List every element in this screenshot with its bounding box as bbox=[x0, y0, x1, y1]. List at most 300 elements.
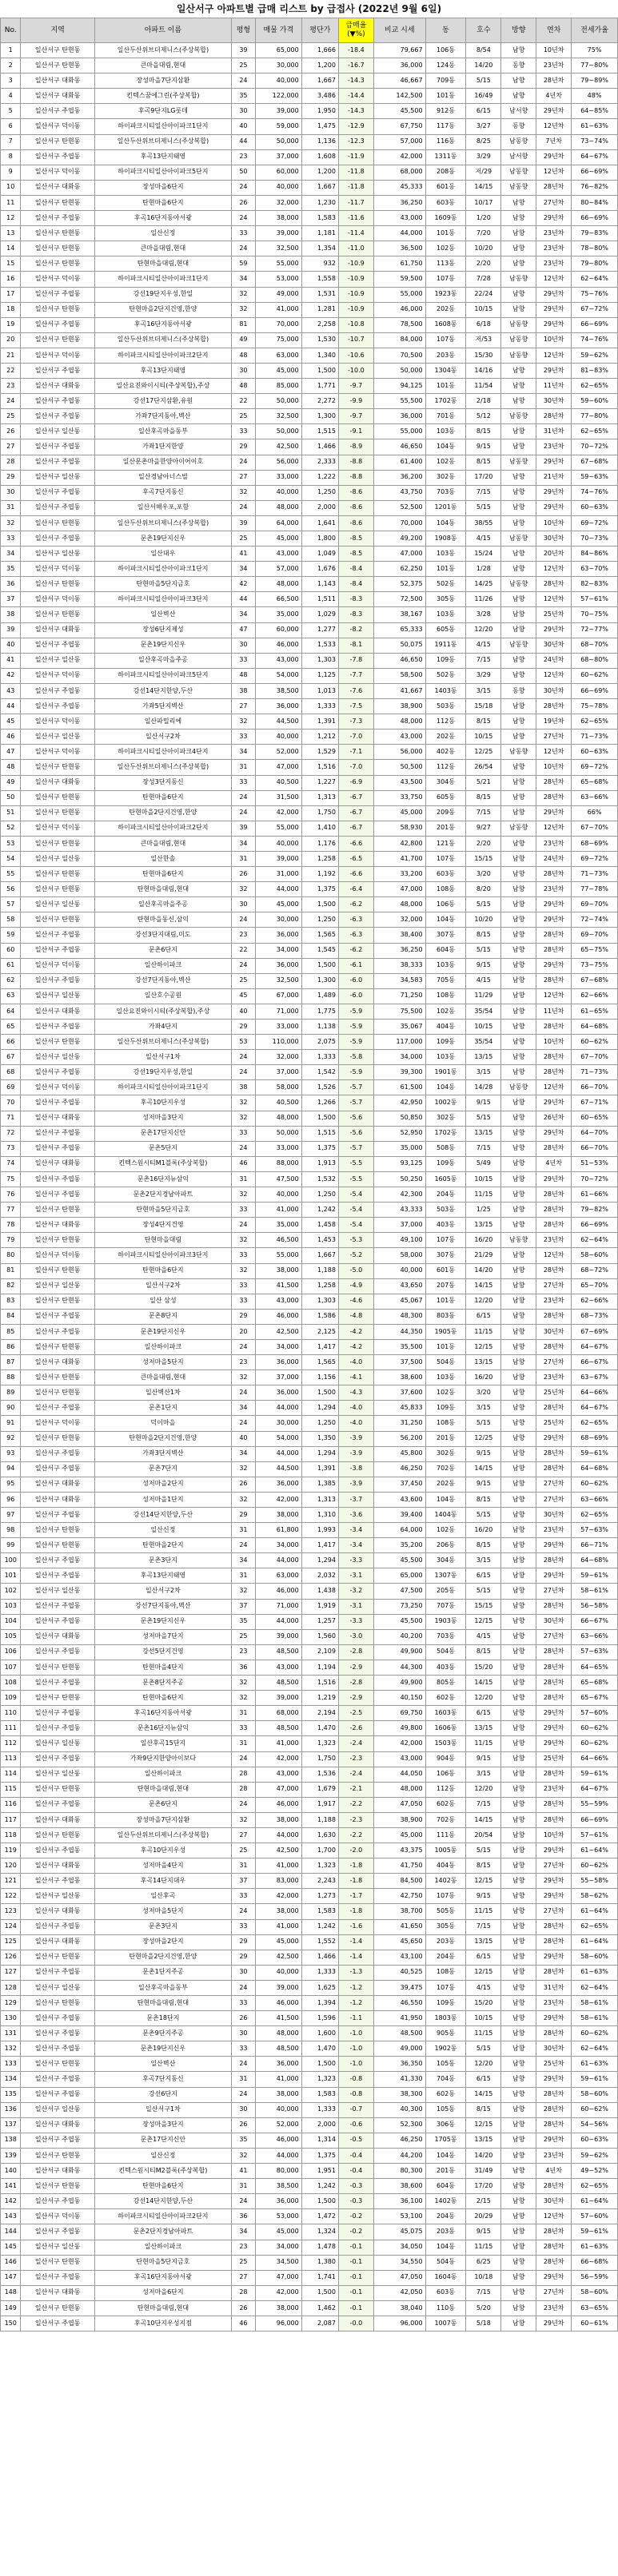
cell-jeonse-ratio: 58~60% bbox=[572, 2087, 618, 2102]
cell-unit-price: 1,340 bbox=[301, 348, 338, 363]
cell-no: 97 bbox=[1, 1508, 21, 1523]
cell-building: 1605동 bbox=[425, 1171, 466, 1187]
cell-floor: 8/54 bbox=[466, 43, 501, 58]
cell-size: 34 bbox=[231, 1446, 255, 1461]
cell-apartment: 일산경남아너스빌 bbox=[94, 470, 231, 485]
cell-direction: 남향 bbox=[501, 1263, 536, 1278]
cell-age: 23년차 bbox=[536, 58, 572, 74]
cell-region: 일산서구 주엽동 bbox=[21, 317, 94, 332]
cell-region: 일산서구 덕이동 bbox=[21, 119, 94, 134]
cell-discount: -18.4 bbox=[338, 43, 373, 58]
cell-discount: -1.0 bbox=[338, 2057, 373, 2072]
cell-price: 71,000 bbox=[255, 1599, 301, 1614]
cell-no: 78 bbox=[1, 1218, 21, 1233]
cell-compare-price: 45,000 bbox=[373, 805, 425, 821]
cell-no: 121 bbox=[1, 1874, 21, 1889]
cell-region: 일산서구 탄현동 bbox=[21, 58, 94, 74]
cell-no: 26 bbox=[1, 424, 21, 439]
cell-direction: 남향 bbox=[501, 2164, 536, 2179]
cell-size: 39 bbox=[231, 515, 255, 531]
cell-compare-price: 40,150 bbox=[373, 1691, 425, 1706]
cell-unit-price: 1,511 bbox=[301, 592, 338, 607]
cell-apartment: 하이파크시티일산아이파크4단지 bbox=[94, 745, 231, 760]
cell-age: 12년차 bbox=[536, 165, 572, 180]
cell-no: 85 bbox=[1, 1324, 21, 1339]
cell-price: 83,000 bbox=[255, 1874, 301, 1889]
table-row bbox=[1, 1782, 618, 1797]
cell-discount: -0.1 bbox=[338, 2270, 373, 2285]
cell-building: 108동 bbox=[425, 1965, 466, 1980]
cell-size: 32 bbox=[231, 1095, 255, 1111]
table-row bbox=[1, 1812, 618, 1827]
cell-apartment: 문촌16단지뉴삼익 bbox=[94, 1721, 231, 1736]
cell-size: 48 bbox=[231, 379, 255, 394]
cell-building: 112동 bbox=[425, 714, 466, 729]
cell-region: 일산서구 주엽동 bbox=[21, 1843, 94, 1858]
cell-discount: -8.6 bbox=[338, 500, 373, 515]
cell-age: 23년차 bbox=[536, 1370, 572, 1385]
cell-apartment: 일산두산위브더제니스(주상복합) bbox=[94, 1827, 231, 1843]
cell-unit-price: 1,596 bbox=[301, 2011, 338, 2026]
cell-jeonse-ratio: 67~72% bbox=[572, 302, 618, 317]
cell-apartment: 일산두산위브더제니스(주상복합) bbox=[94, 515, 231, 531]
cell-direction: 남향 bbox=[501, 1934, 536, 1950]
table-row bbox=[1, 226, 618, 241]
cell-size: 24 bbox=[231, 1416, 255, 1431]
cell-price: 41,500 bbox=[255, 1278, 301, 1294]
cell-no: 17 bbox=[1, 287, 21, 302]
cell-jeonse-ratio: 65~70% bbox=[572, 1278, 618, 1294]
cell-building: 111동 bbox=[425, 1827, 466, 1843]
cell-price: 39,000 bbox=[255, 1691, 301, 1706]
cell-size: 29 bbox=[231, 1020, 255, 1035]
cell-floor: 17/20 bbox=[466, 470, 501, 485]
cell-unit-price: 1,250 bbox=[301, 1187, 338, 1203]
cell-jeonse-ratio: 64~68% bbox=[572, 1020, 618, 1035]
table-row bbox=[1, 1599, 618, 1614]
cell-direction: 남향 bbox=[501, 1324, 536, 1339]
cell-apartment: 탄현마을5단지금호 bbox=[94, 1203, 231, 1218]
cell-age: 12년차 bbox=[536, 562, 572, 577]
cell-region: 일산서구 주엽동 bbox=[21, 1751, 94, 1767]
cell-compare-price: 45,075 bbox=[373, 2224, 425, 2240]
table-row bbox=[1, 165, 618, 180]
cell-jeonse-ratio: 66~70% bbox=[572, 1141, 618, 1156]
cell-price: 44,000 bbox=[255, 1446, 301, 1461]
cell-age: 25년차 bbox=[536, 1416, 572, 1431]
cell-age: 28년차 bbox=[536, 1599, 572, 1614]
cell-age: 21년차 bbox=[536, 470, 572, 485]
cell-price: 40,000 bbox=[255, 729, 301, 745]
cell-apartment: 후곡16단지동아서광 bbox=[94, 317, 231, 332]
cell-size: 20 bbox=[231, 1324, 255, 1339]
cell-apartment: 가좌3단지벽산 bbox=[94, 1446, 231, 1461]
cell-age: 27년차 bbox=[536, 1904, 572, 1919]
cell-no: 135 bbox=[1, 2087, 21, 2102]
cell-no: 66 bbox=[1, 1035, 21, 1050]
cell-jeonse-ratio: 74~76% bbox=[572, 332, 618, 348]
cell-no: 126 bbox=[1, 1950, 21, 1965]
cell-apartment: 장성6단지제성 bbox=[94, 622, 231, 638]
cell-compare-price: 50,075 bbox=[373, 638, 425, 653]
cell-size: 31 bbox=[231, 1523, 255, 1538]
cell-unit-price: 1,029 bbox=[301, 607, 338, 622]
cell-direction: 동향 bbox=[501, 58, 536, 74]
cell-direction: 남향 bbox=[501, 2194, 536, 2209]
cell-direction: 남향 bbox=[501, 2133, 536, 2148]
table-row bbox=[1, 2041, 618, 2057]
table-row bbox=[1, 1934, 618, 1950]
cell-compare-price: 42,800 bbox=[373, 836, 425, 851]
table-row bbox=[1, 211, 618, 226]
cell-discount: -6.2 bbox=[338, 943, 373, 958]
cell-apartment: 후곡16단지동아서광 bbox=[94, 2270, 231, 2285]
cell-no: 38 bbox=[1, 607, 21, 622]
table-row bbox=[1, 760, 618, 775]
cell-apartment: 하이파크시티일산아이파크1단지 bbox=[94, 562, 231, 577]
cell-jeonse-ratio: 60~62% bbox=[572, 1477, 618, 1492]
table-row bbox=[1, 1858, 618, 1874]
cell-floor: 22/24 bbox=[466, 287, 501, 302]
cell-apartment: 성저마을5단지 bbox=[94, 1904, 231, 1919]
cell-size: 33 bbox=[231, 1889, 255, 1904]
cell-price: 37,000 bbox=[255, 1065, 301, 1080]
cell-compare-price: 69,750 bbox=[373, 1706, 425, 1721]
cell-floor: 17/20 bbox=[466, 2179, 501, 2194]
cell-building: 504동 bbox=[425, 2255, 466, 2270]
cell-discount: -5.6 bbox=[338, 1111, 373, 1126]
cell-apartment: 일산서구2차 bbox=[94, 1584, 231, 1599]
cell-direction: 남동향 bbox=[501, 821, 536, 836]
cell-unit-price: 1,313 bbox=[301, 1492, 338, 1507]
cell-compare-price: 40,200 bbox=[373, 1629, 425, 1644]
cell-no: 105 bbox=[1, 1629, 21, 1644]
cell-apartment: 문촌18단지 bbox=[94, 2011, 231, 2026]
cell-price: 36,000 bbox=[255, 1477, 301, 1492]
table-row bbox=[1, 1294, 618, 1309]
cell-region: 일산서구 덕이동 bbox=[21, 958, 94, 973]
cell-unit-price: 1,156 bbox=[301, 1370, 338, 1385]
cell-direction: 동향 bbox=[501, 683, 536, 698]
cell-size: 24 bbox=[231, 1538, 255, 1553]
cell-building: 106동 bbox=[425, 43, 466, 58]
cell-discount: -8.8 bbox=[338, 470, 373, 485]
cell-floor: 5/15 bbox=[466, 1843, 501, 1858]
cell-size: 22 bbox=[231, 943, 255, 958]
cell-floor: 8/25 bbox=[466, 134, 501, 149]
cell-direction: 남향 bbox=[501, 897, 536, 912]
cell-no: 93 bbox=[1, 1446, 21, 1461]
cell-unit-price: 1,303 bbox=[301, 1294, 338, 1309]
cell-size: 48 bbox=[231, 668, 255, 683]
cell-price: 40,000 bbox=[255, 180, 301, 195]
cell-floor: 9/15 bbox=[466, 1477, 501, 1492]
cell-compare-price: 70,000 bbox=[373, 515, 425, 531]
cell-apartment: 일산두산위브더제니스(주상복합) bbox=[94, 332, 231, 348]
cell-apartment: 탄현마을대림 bbox=[94, 1233, 231, 1248]
cell-price: 36,000 bbox=[255, 1355, 301, 1370]
cell-no: 92 bbox=[1, 1431, 21, 1446]
cell-size: 26 bbox=[231, 2300, 255, 2316]
cell-age: 30년차 bbox=[536, 638, 572, 653]
cell-no: 64 bbox=[1, 1004, 21, 1019]
cell-unit-price: 1,679 bbox=[301, 1782, 338, 1797]
cell-region: 일산서구 대화동 bbox=[21, 74, 94, 89]
cell-apartment: 탄현마을6단지 bbox=[94, 195, 231, 210]
cell-direction: 남향 bbox=[501, 74, 536, 89]
cell-age: 29년차 bbox=[536, 897, 572, 912]
cell-compare-price: 46,250 bbox=[373, 2133, 425, 2148]
cell-building: 110동 bbox=[425, 2300, 466, 2316]
table-row bbox=[1, 2316, 618, 2331]
cell-floor: 12/25 bbox=[466, 1431, 501, 1446]
cell-compare-price: 49,800 bbox=[373, 1721, 425, 1736]
table-row bbox=[1, 1965, 618, 1980]
cell-floor: 2/18 bbox=[466, 394, 501, 409]
cell-age: 29년차 bbox=[536, 2270, 572, 2285]
cell-unit-price: 1,600 bbox=[301, 2026, 338, 2041]
cell-no: 13 bbox=[1, 226, 21, 241]
cell-unit-price: 1,222 bbox=[301, 470, 338, 485]
cell-direction: 남향 bbox=[501, 302, 536, 317]
cell-size: 24 bbox=[231, 1065, 255, 1080]
cell-floor: 3/20 bbox=[466, 867, 501, 882]
table-row bbox=[1, 1141, 618, 1156]
table-row bbox=[1, 1309, 618, 1324]
cell-jeonse-ratio: 70~75% bbox=[572, 607, 618, 622]
cell-price: 40,000 bbox=[255, 74, 301, 89]
table-row bbox=[1, 1385, 618, 1401]
cell-unit-price: 1,565 bbox=[301, 1355, 338, 1370]
cell-apartment: 일산대우 bbox=[94, 547, 231, 562]
cell-building: 302동 bbox=[425, 1111, 466, 1126]
cell-direction: 남향 bbox=[501, 1416, 536, 1431]
cell-size: 27 bbox=[231, 699, 255, 714]
cell-compare-price: 55,000 bbox=[373, 424, 425, 439]
cell-size: 47 bbox=[231, 622, 255, 638]
cell-compare-price: 34,550 bbox=[373, 2255, 425, 2270]
cell-price: 36,000 bbox=[255, 2057, 301, 2072]
cell-region: 일산서구 탄현동 bbox=[21, 2179, 94, 2194]
cell-discount: -14.3 bbox=[338, 74, 373, 89]
cell-no: 10 bbox=[1, 180, 21, 195]
cell-building: 107동 bbox=[425, 332, 466, 348]
cell-direction: 남향 bbox=[501, 2300, 536, 2316]
cell-floor: 16/20 bbox=[466, 1523, 501, 1538]
cell-region: 일산서구 주엽동 bbox=[21, 1965, 94, 1980]
cell-compare-price: 45,333 bbox=[373, 180, 425, 195]
cell-apartment: 강선5단지건영 bbox=[94, 1644, 231, 1660]
cell-region: 일산서구 일산동 bbox=[21, 653, 94, 668]
cell-size: 23 bbox=[231, 1355, 255, 1370]
cell-compare-price: 46,000 bbox=[373, 302, 425, 317]
table-row bbox=[1, 1095, 618, 1111]
cell-jeonse-ratio: 61~63% bbox=[572, 1965, 618, 1980]
cell-no: 73 bbox=[1, 1141, 21, 1156]
cell-price: 39,000 bbox=[255, 1629, 301, 1644]
table-row bbox=[1, 592, 618, 607]
cell-floor: 5/15 bbox=[466, 500, 501, 515]
table-row bbox=[1, 1691, 618, 1706]
cell-floor: 5/18 bbox=[466, 2316, 501, 2331]
cell-discount: -7.8 bbox=[338, 653, 373, 668]
cell-floor: 12/20 bbox=[466, 1691, 501, 1706]
cell-apartment: 덕이마을 bbox=[94, 1416, 231, 1431]
cell-direction: 남향 bbox=[501, 1782, 536, 1797]
cell-size: 32 bbox=[231, 302, 255, 317]
cell-size: 24 bbox=[231, 790, 255, 805]
cell-region: 일산서구 주엽동 bbox=[21, 149, 94, 165]
cell-apartment: 장성마을7단지삼환 bbox=[94, 74, 231, 89]
cell-unit-price: 1,741 bbox=[301, 2270, 338, 2285]
cell-unit-price: 1,242 bbox=[301, 1203, 338, 1218]
cell-jeonse-ratio: 56~58% bbox=[572, 1599, 618, 1614]
cell-compare-price: 84,000 bbox=[373, 332, 425, 348]
cell-compare-price: 48,000 bbox=[373, 1782, 425, 1797]
cell-jeonse-ratio: 65~68% bbox=[572, 1676, 618, 1691]
cell-jeonse-ratio: 75~78% bbox=[572, 699, 618, 714]
cell-size: 22 bbox=[231, 394, 255, 409]
cell-apartment: 일산벽산1차 bbox=[94, 1385, 231, 1401]
cell-direction: 남향 bbox=[501, 2255, 536, 2270]
cell-no: 68 bbox=[1, 1065, 21, 1080]
cell-price: 44,500 bbox=[255, 714, 301, 729]
cell-discount: -14.3 bbox=[338, 104, 373, 119]
cell-floor: 9/15 bbox=[466, 439, 501, 455]
cell-floor: 5/15 bbox=[466, 74, 501, 89]
cell-size: 36 bbox=[231, 2209, 255, 2224]
cell-age: 28년차 bbox=[536, 1065, 572, 1080]
cell-floor: 14/20 bbox=[466, 2148, 501, 2163]
cell-apartment: 탄현마을5단지금호 bbox=[94, 2255, 231, 2270]
cell-floor: 8/15 bbox=[466, 1644, 501, 1660]
cell-size: 24 bbox=[231, 912, 255, 928]
cell-no: 131 bbox=[1, 2026, 21, 2041]
cell-size: 34 bbox=[231, 836, 255, 851]
cell-unit-price: 1,375 bbox=[301, 882, 338, 897]
cell-floor: 6/15 bbox=[466, 1950, 501, 1965]
cell-no: 141 bbox=[1, 2179, 21, 2194]
cell-age: 28년차 bbox=[536, 2026, 572, 2041]
table-row bbox=[1, 1355, 618, 1370]
cell-compare-price: 46,250 bbox=[373, 1461, 425, 1477]
cell-jeonse-ratio: 56~59% bbox=[572, 2270, 618, 2285]
cell-no: 16 bbox=[1, 272, 21, 287]
cell-jeonse-ratio: 79~83% bbox=[572, 226, 618, 241]
cell-no: 61 bbox=[1, 958, 21, 973]
cell-unit-price: 2,243 bbox=[301, 1874, 338, 1889]
cell-compare-price: 46,667 bbox=[373, 74, 425, 89]
cell-region: 일산서구 주엽동 bbox=[21, 2011, 94, 2026]
cell-direction: 남향 bbox=[501, 1599, 536, 1614]
cell-apartment: 일산서구2차 bbox=[94, 1278, 231, 1294]
cell-jeonse-ratio: 66~69% bbox=[572, 211, 618, 226]
cell-building: 108동 bbox=[425, 1416, 466, 1431]
cell-discount: -1.0 bbox=[338, 2026, 373, 2041]
cell-unit-price: 1,333 bbox=[301, 1050, 338, 1065]
cell-compare-price: 58,000 bbox=[373, 1248, 425, 1263]
cell-jeonse-ratio: 69~72% bbox=[572, 851, 618, 866]
cell-no: 14 bbox=[1, 241, 21, 256]
cell-price: 42,500 bbox=[255, 1950, 301, 1965]
cell-unit-price: 1,586 bbox=[301, 1309, 338, 1324]
cell-price: 55,000 bbox=[255, 821, 301, 836]
cell-price: 46,000 bbox=[255, 2133, 301, 2148]
cell-direction: 남동향 bbox=[501, 317, 536, 332]
table-row bbox=[1, 348, 618, 363]
cell-no: 83 bbox=[1, 1294, 21, 1309]
cell-age: 29년차 bbox=[536, 485, 572, 500]
cell-no: 30 bbox=[1, 485, 21, 500]
cell-discount: -7.3 bbox=[338, 714, 373, 729]
col-header-age: 연차 bbox=[536, 18, 572, 43]
cell-compare-price: 56,200 bbox=[373, 1431, 425, 1446]
cell-floor: 8/15 bbox=[466, 790, 501, 805]
table-row bbox=[1, 409, 618, 424]
cell-jeonse-ratio: 80~84% bbox=[572, 195, 618, 210]
cell-no: 147 bbox=[1, 2270, 21, 2285]
cell-age: 30년차 bbox=[536, 531, 572, 547]
cell-region: 일산서구 주엽동 bbox=[21, 1095, 94, 1111]
cell-compare-price: 55,500 bbox=[373, 394, 425, 409]
table-row bbox=[1, 500, 618, 515]
table-row bbox=[1, 89, 618, 104]
cell-compare-price: 36,200 bbox=[373, 470, 425, 485]
cell-direction: 남향 bbox=[501, 2087, 536, 2102]
table-row bbox=[1, 1950, 618, 1965]
table-row bbox=[1, 805, 618, 821]
cell-jeonse-ratio: 64~66% bbox=[572, 1385, 618, 1401]
cell-size: 59 bbox=[231, 256, 255, 272]
cell-direction: 남향 bbox=[501, 241, 536, 256]
cell-floor: 5/20 bbox=[466, 2300, 501, 2316]
cell-size: 33 bbox=[231, 226, 255, 241]
cell-apartment: 탄현마을대림,현대 bbox=[94, 882, 231, 897]
cell-region: 일산서구 주엽동 bbox=[21, 1401, 94, 1416]
cell-unit-price: 1,993 bbox=[301, 1523, 338, 1538]
cell-region: 일산서구 대화동 bbox=[21, 2117, 94, 2133]
cell-unit-price: 1,242 bbox=[301, 2179, 338, 2194]
table-row bbox=[1, 928, 618, 943]
cell-direction: 남향 bbox=[501, 2057, 536, 2072]
cell-direction: 남향 bbox=[501, 1294, 536, 1309]
cell-floor: 5/15 bbox=[466, 1416, 501, 1431]
cell-jeonse-ratio: 60~62% bbox=[572, 2102, 618, 2117]
cell-building: 104동 bbox=[425, 2240, 466, 2255]
cell-region: 일산서구 주엽동 bbox=[21, 1324, 94, 1339]
cell-apartment: 일산벽산 bbox=[94, 607, 231, 622]
cell-no: 102 bbox=[1, 1584, 21, 1599]
cell-building: 1923동 bbox=[425, 287, 466, 302]
cell-apartment: 일산벽산 bbox=[94, 2057, 231, 2072]
cell-region: 일산서구 대화동 bbox=[21, 622, 94, 638]
cell-discount: -5.8 bbox=[338, 1050, 373, 1065]
cell-region: 일산서구 탄현동 bbox=[21, 790, 94, 805]
cell-jeonse-ratio: 61~65% bbox=[572, 1004, 618, 1019]
cell-price: 31,500 bbox=[255, 790, 301, 805]
cell-price: 41,500 bbox=[255, 2011, 301, 2026]
cell-jeonse-ratio: 60~62% bbox=[572, 1858, 618, 1874]
cell-jeonse-ratio: 75~76% bbox=[572, 287, 618, 302]
cell-discount: -1.2 bbox=[338, 1980, 373, 1995]
table-row bbox=[1, 1919, 618, 1934]
cell-age: 11년차 bbox=[536, 379, 572, 394]
cell-age: 12년차 bbox=[536, 821, 572, 836]
cell-floor: 5/15 bbox=[466, 897, 501, 912]
cell-jeonse-ratio: 59~61% bbox=[572, 2072, 618, 2087]
cell-floor: 11/26 bbox=[466, 592, 501, 607]
cell-compare-price: 34,000 bbox=[373, 1050, 425, 1065]
